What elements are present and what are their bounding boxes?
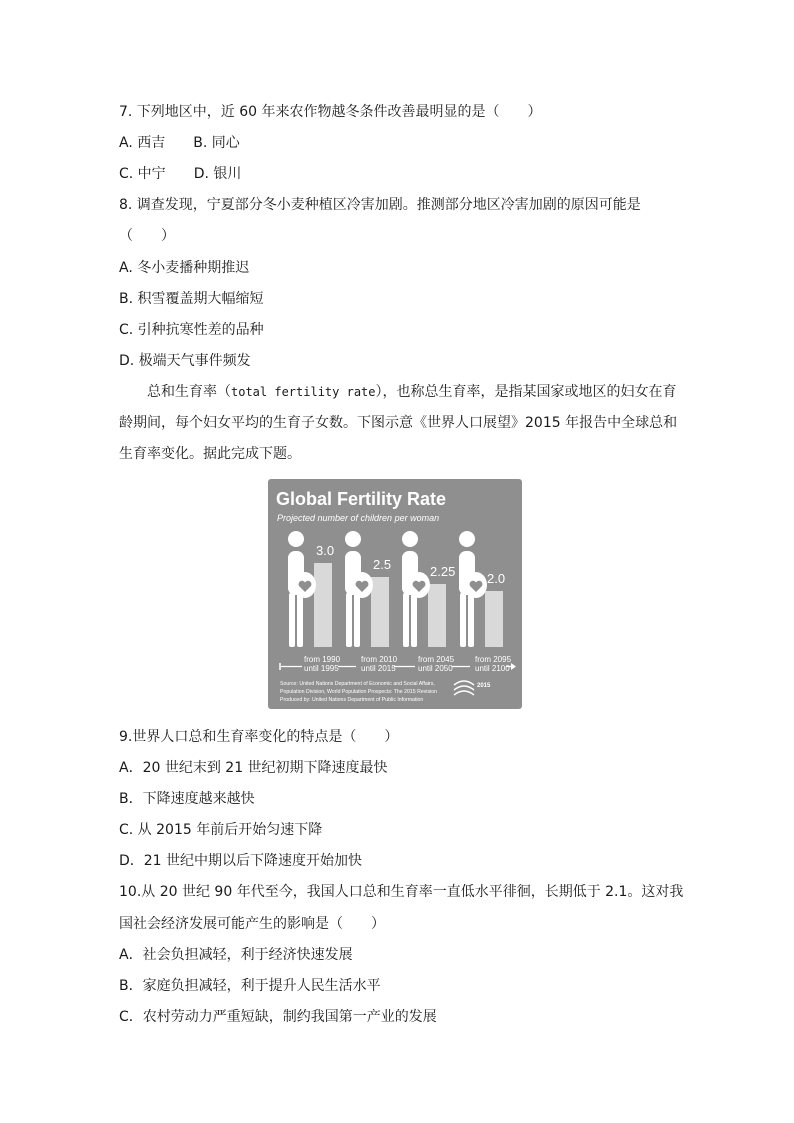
q10-stem: 10.从 20 世纪 90 年代至今，我国人口总和生育率一直低水平徘徊，长期低于 2.1。这对我 [119, 884, 684, 900]
wave-logo-icon [454, 681, 474, 695]
q7-options-row-2 [119, 164, 241, 184]
q8-option-d: D. 极端天气事件频发 [119, 353, 251, 369]
pregnant-woman-icon [459, 531, 487, 647]
period-label: until 2050 [418, 664, 453, 673]
q9-option-d: D．21 世纪中期以后下降速度开始加快 [119, 853, 363, 869]
q10-option-a: A．社会负担减轻，利于经济快速发展 [119, 947, 353, 963]
pregnant-woman-icon [345, 531, 373, 647]
q8-option-a: A. 冬小麦播种期推迟 [119, 260, 250, 276]
q7-stem: 7. 下列地区中，近 60 年来农作物越冬条件改善最明显的是（ ） [119, 104, 542, 120]
period-label: from 2010 [361, 655, 398, 664]
fertility-bar [428, 584, 446, 647]
value-label: 3.0 [316, 543, 335, 558]
q10-stem-cont: 国社会经济发展可能产生的影响是（ ） [119, 916, 385, 932]
period-label: until 2015 [361, 664, 396, 673]
period-label: from 2045 [418, 655, 455, 664]
fertility-bar [485, 591, 503, 647]
q7-option-d: D. 银川 [193, 166, 242, 182]
chart-subtitle: Projected number of children per woman [277, 513, 440, 523]
period-label: from 2095 [475, 655, 512, 664]
q7-option-b: B. 同心 [193, 135, 240, 151]
q10-option-c: C．农村劳动力严重短缺，制约我国第一产业的发展 [119, 1009, 437, 1025]
q9-stem: 9.世界人口总和生育率变化的特点是（ ） [119, 729, 399, 745]
intro-paragraph [119, 377, 679, 470]
fertility-chart-svg [268, 479, 522, 709]
pregnant-woman-icon [402, 531, 430, 647]
fertility-infographic [268, 479, 522, 709]
intro-term: total fertility rate [231, 385, 376, 399]
value-label: 2.0 [487, 571, 506, 586]
source-line: Population Division, World Population Prospects: The 2015 Revision [280, 689, 437, 695]
intro-part2: ），也称总生育率，是指某国家或地区的妇女在育龄期间，每个妇女平均的生育子女数。下图示意《世界人口展望》2015 年报告中全球总和生育率变化。据此完成下题。 [119, 384, 678, 462]
q8-option-b: B. 积雪覆盖期大幅缩短 [119, 291, 264, 307]
q7-option-c: C. 中宁 [119, 166, 166, 182]
q7-option-a: A. 西吉 [119, 135, 166, 151]
un-logo [454, 681, 491, 695]
intro-part1: 总和生育率（ [147, 384, 231, 400]
q8-stem: 8. 调查发现，宁夏部分冬小麦种植区冷害加剧。推测部分地区冷害加剧的原因可能是 [119, 197, 641, 213]
source-line: Source: United Nations Department of Economic and Social Affairs, [280, 681, 435, 687]
fertility-bar [314, 563, 332, 647]
period-label: until 1995 [304, 664, 339, 673]
arrow-right-icon [511, 663, 516, 670]
logo-year: 2015 [477, 683, 491, 689]
q8-stem-cont: （ ） [119, 228, 175, 244]
pregnant-woman-icon [288, 531, 316, 647]
chart-title: Global Fertility Rate [276, 489, 447, 509]
source-text [280, 681, 437, 703]
fertility-bar [371, 577, 389, 647]
q8-option-c: C. 引种抗寒性差的品种 [119, 322, 264, 338]
q9-option-b: B．下降速度越来越快 [119, 791, 255, 807]
q9-option-a: A．20 世纪末到 21 世纪初期下降速度最快 [119, 760, 388, 776]
q9-option-c: C. 从 2015 年前后开始匀速下降 [119, 822, 323, 838]
source-line: Produced by: United Nations Department of Public Information [280, 697, 424, 703]
period-label: until 2100 [475, 664, 510, 673]
value-label: 2.5 [373, 557, 392, 572]
period-label: from 1990 [304, 655, 341, 664]
value-label: 2.25 [430, 564, 456, 579]
q7-options-row-1 [119, 133, 240, 153]
q10-option-b: B．家庭负担减轻，利于提升人民生活水平 [119, 978, 381, 994]
